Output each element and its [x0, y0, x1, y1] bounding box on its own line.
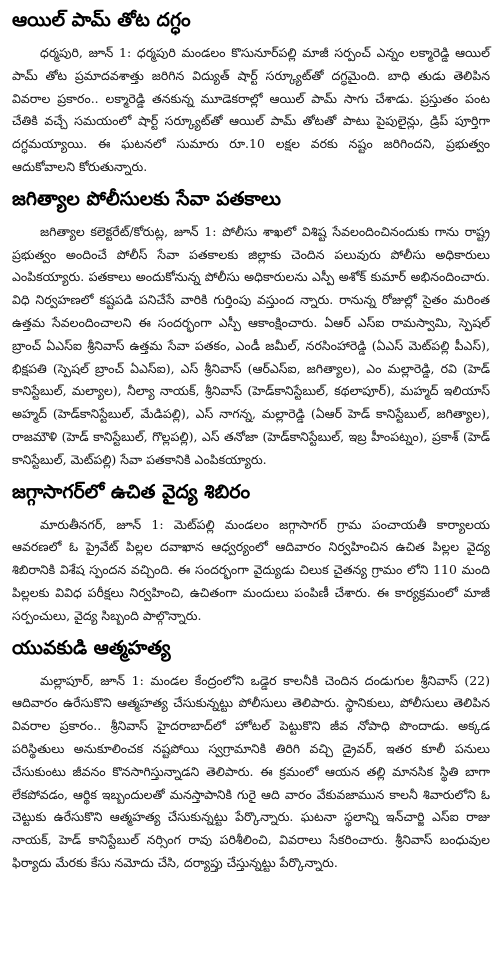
article-police-medals [12, 185, 490, 472]
article-headline: జగిత్యాల పోలీసులకు సేవా పతకాలు [12, 187, 281, 210]
article-headline: ఆయిల్ పామ్ తోట దగ్ధం [12, 9, 191, 31]
article-headline: యువకుడి ఆత్మహత్య [12, 636, 171, 659]
article-body: ధర్మపురి, జూన్ 1: ధర్మపురి మండలం కొసునూర్‌పల్లి మాజీ సర్పంచ్ ఎన్నం లక్మారెడ్డి ఆయిల్ పామ్ తోట ప్రమాదవశాత్తు జరిగిన విద్యుత్ షార్ట్ సర్క్యూట్‌తో దగ్ధమైంది. బాధి తుడు తెలిపిన వివరాల ప్రకారం.. లక్మారెడ్డి తనకున్న మూడెకరాల్లో ఆయిల్ పామ్ సాగు చేశాడు. ప్రస్తుతం పంట చేతికి వచ్చే సమయంలో షార్ట్ సర్క్యూట్‌తో ఆయిల్ పామ్ తోటతో పాటు పైపులైన్లు, డ్రిప్ పూర్తిగా దగ్ధమయ్యాయి. ఈ ఘటనలో సుమారు రూ.10 లక్షల వరకు నష్టం జరిగిందని, ప్రభుత్వం ఆదుకోవాలని కోరుతున్నారు. [12, 45, 490, 174]
article-youth-suicide [12, 634, 490, 875]
article-medical-camp [12, 478, 490, 628]
article-body: మారుతీనగర్, జూన్ 1: మెట్‌పల్లి మండలం జగ్గాసాగర్ గ్రామ పంచాయతీ కార్యాలయ ఆవరణలో ఓ ప్రైవేట్ పిల్లల దవాఖాన ఆధ్వర్యంలో ఆదివారం నిర్వహించిన ఉచిత పిల్లల వైద్య శిబిరానికి విశేష స్పందన వచ్చింది. ఈ సందర్భంగా వైద్యుడు చిలుక చైతన్య గ్రామం లోని 110 మంది పిల్లలకు వివిధ పరీక్షలు నిర్వహించి, ఉచితంగా మందులు పంపిణీ చేశారు. ఈ కార్యక్రమంలో మాజీ సర్పంచులు, వైద్య సిబ్బంది పాల్గొన్నారు. [12, 516, 490, 623]
article-body: మల్లాపూర్, జూన్ 1: మండల కేంద్రంలోని ఒడ్డెర కాలనీకి చెందిన దండుగుల శ్రీనివాస్ (22) ఆదివారం ఉరేసుకొని ఆత్మహత్య చేసుకున్నట్టు పోలీసులు తెలిపారు. స్థానికులు, పోలీసులు తెలిపిన వివరాల ప్రకారం.. శ్రీనివాస్ హైదరాబాద్‌లో హోటల్ పెట్టుకొని జీవ నోపాధి పొందాడు. అక్కడ పరిస్థితులు అనుకూలించక నష్టపోయి స్వగ్రామానికి తిరిగి వచ్చి డ్రైవర్, ఇతర కూలీ పనులు చేసుకుంటు జీవనం కొనసాగిస్తున్నాడని తెలిపారు. ఈ క్రమంలో ఆయన తల్లి మానసిక స్థితి బాగా లేకపోవడం, ఆర్థిక ఇబ్బందులతో మనస్తాపానికి గురై ఆది వారం వేకువజామున కాలనీ శివారులోని ఓ చెట్టుకు ఉరేసుకొని ఆత్మహత్య చేసుకున్నట్టు పేర్కొన్నారు. ఘటనా స్థలాన్ని ఇన్‌చార్జి ఎస్ఐ రాజు నాయక్, హెడ్ కానిస్టేబుల్ నర్సింగ రావు పరిశీలించి, వివరాలు సేకరించారు. శ్రీనివాస్ బంధువుల ఫిర్యాదు మేరకు కేసు నమోదు చేసి, దర్యాప్తు చేస్తున్నట్టు పేర్కొన్నారు. [12, 672, 490, 870]
article-oil-palm-fire [12, 6, 490, 179]
article-headline: జగ్గాసాగర్‌లో ఉచిత వైద్య శిబిరం [12, 480, 251, 503]
article-body: జగిత్యాల కలెక్టరేట్/కోరుట్ల, జూన్ 1: పోలీసు శాఖలో విశిష్ట సేవలందించినందుకు గాను రాష్ట్ర ప్రభుత్వం అందించే పోలీస్ సేవా పతకాలకు జిల్లాకు చెందిన పలువురు పోలీసు అధికారులు ఎంపికయ్యారు. పతకాలు అందుకోనున్న పోలీసు అధికారులను ఎస్పీ అశోక్ కుమార్ అభినందించారు. విధి నిర్వహణలో కష్టపడి పనిచేసే వారికి గుర్తింపు వస్తుంద న్నారు. రానున్న రోజుల్లో సైతం మరింత ఉత్తమ సేవలందించాలని ఈ సందర్భంగా ఎస్పీ ఆకాంక్షించారు. ఏఆర్ ఎస్ఐ రామస్వామి, స్పెషల్ బ్రాంచ్ ఏఎస్ఐ శ్రీనివాస్ ఉత్తమ సేవా పతకం, ఎండీ జమీల్, నరసింహారెడ్డి (ఏఎస్ మెట్‌పల్లి పీఎస్), భిక్షపతి (స్పెషల్ బ్రాంచ్ ఏఎస్ఐ), ఎస్ శ్రీనివాస్ (ఆర్ఎస్ఐ, జగిత్యాల), ఎం మల్లారెడ్డి, రవి (హెడ్ కానిస్టేబుల్, మల్యాల), నీల్యా నాయక్, శ్రీనివాస్ (హెడ్‌కానిస్టేబుల్, కథలాపూర్), మహ్మద్ ఇలియాస్ అహ్మద్ (హెడ్‌కానిస్టేబుల్, మేడిపల్లి), ఎస్ నాగన్న, మల్లారెడ్డి (ఏఆర్ హెడ్ కానిస్టేబుల్, జగిత్యాల), రాజమౌళి (హెడ్ కానిస్టేబుల్, గొల్లపల్లి), ఎస్ తనోజా (హెడ్‌కానిస్టేబుల్, ఇబ్ర హీంపట్నం), ప్రకాశ్ (హెడ్ కానిస్టేబుల్, మెట్‌పల్లి) సేవా పతకానికి ఎంపికయ్యారు. [12, 223, 490, 467]
